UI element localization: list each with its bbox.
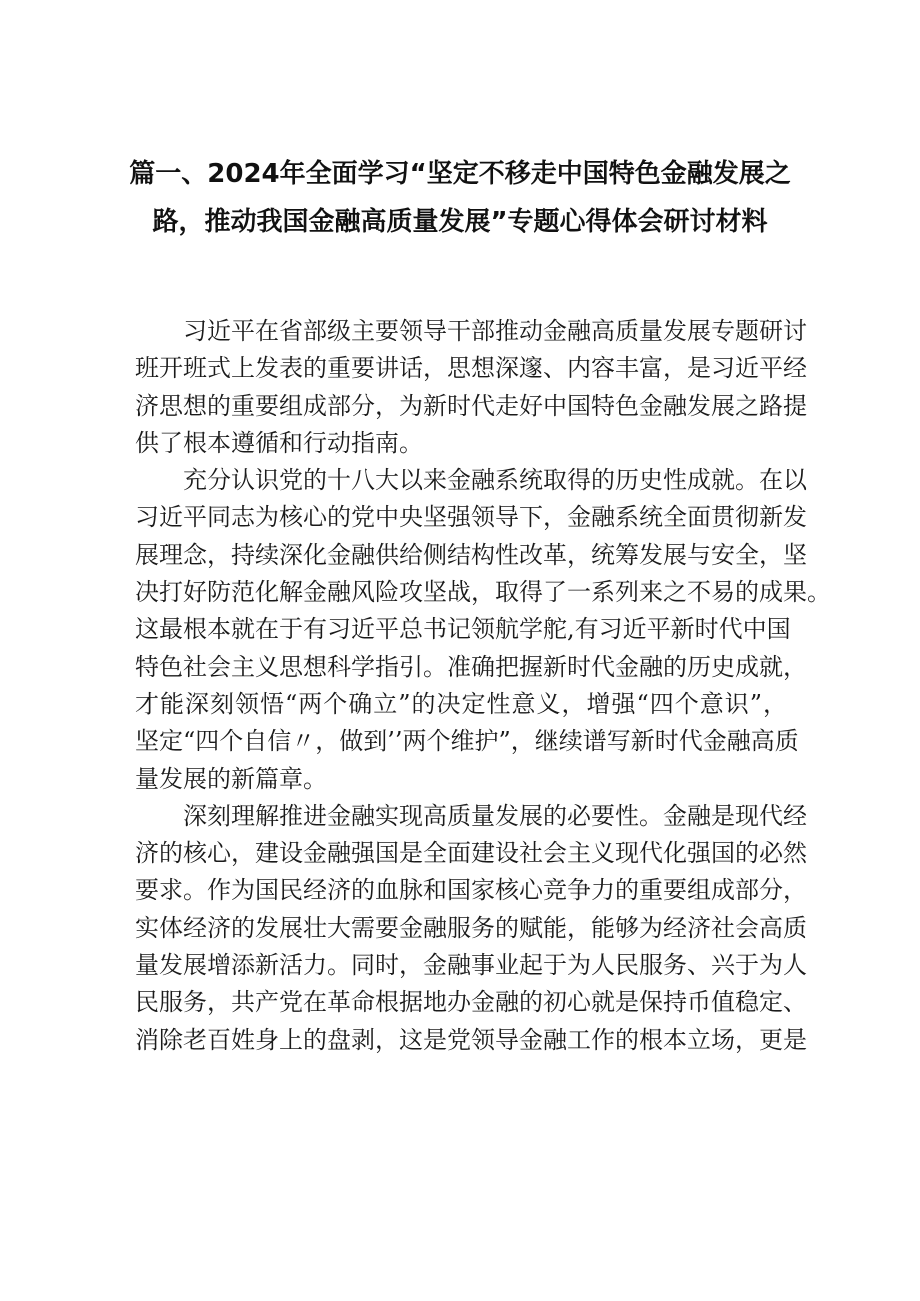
text-line: 要求。作为国民经济的血脉和国家核心竞争力的重要组成部分，	[135, 876, 807, 905]
text-line: 充分认识党的十八大以来金融系统取得的历史性成就。在以	[183, 466, 807, 495]
text-line: 这最根本就在于有习近平总书记领航学舵,有习近平新时代中国	[135, 615, 791, 644]
document-title	[120, 150, 800, 246]
text-line: 济思想的重要组成部分，为新时代走好中国特色金融发展之路提	[135, 391, 807, 420]
paragraph-1	[135, 313, 807, 462]
text-line: 消除老百姓身上的盘剥，这是党领导金融工作的根本立场，更是	[135, 1025, 807, 1054]
document-body	[135, 313, 831, 1059]
text-line: 习近平在省部级主要领导干部推动金融高质量发展专题研讨	[183, 317, 807, 345]
paragraph-2	[135, 462, 831, 798]
title-line: 路，推动我国金融高质量发展”专题心得体会研讨材料	[152, 207, 768, 237]
title-line: 篇一、2024年全面学习“坚定不移走中国特色金融发展之	[129, 159, 791, 189]
paragraph-3	[135, 798, 807, 1059]
text-line: 供了根本遵循和行动指南。	[135, 428, 423, 457]
text-line: 才能深刻领悟“两个确立”的决定性意义，增强“四个意识”，	[135, 689, 787, 718]
text-line: 量发展的新篇章。	[135, 764, 327, 793]
text-line: 济的核心，建设金融强国是全面建设社会主义现代化强国的必然	[135, 839, 807, 868]
text-line: 坚定“四个自信〃，做到’’两个维护”，继续谱写新时代金融高质	[135, 727, 799, 756]
text-line: 量发展增添新活力。同时，金融事业起于为人民服务、兴于为人	[135, 951, 807, 980]
text-line: 班开班式上发表的重要讲话，思想深邃、内容丰富，是习近平经	[135, 354, 807, 383]
text-line: 习近平同志为核心的党中央坚强领导下，金融系统全面贯彻新发	[135, 503, 807, 532]
text-line: 实体经济的发展壮大需要金融服务的赋能，能够为经济社会高质	[135, 913, 807, 942]
text-line: 展理念，持续深化金融供给侧结构性改革，统筹发展与安全，坚	[135, 540, 807, 569]
text-line: 决打好防范化解金融风险攻坚战，取得了一系列来之不易的成果。	[135, 578, 831, 607]
text-line: 深刻理解推进金融实现高质量发展的必要性。金融是现代经	[183, 801, 807, 830]
text-line: 特色社会主义思想科学指引。准确把握新时代金融的历史成就，	[135, 652, 807, 681]
text-line: 民服务，共产党在革命根据地办金融的初心就是保持币值稳定、	[135, 988, 807, 1017]
